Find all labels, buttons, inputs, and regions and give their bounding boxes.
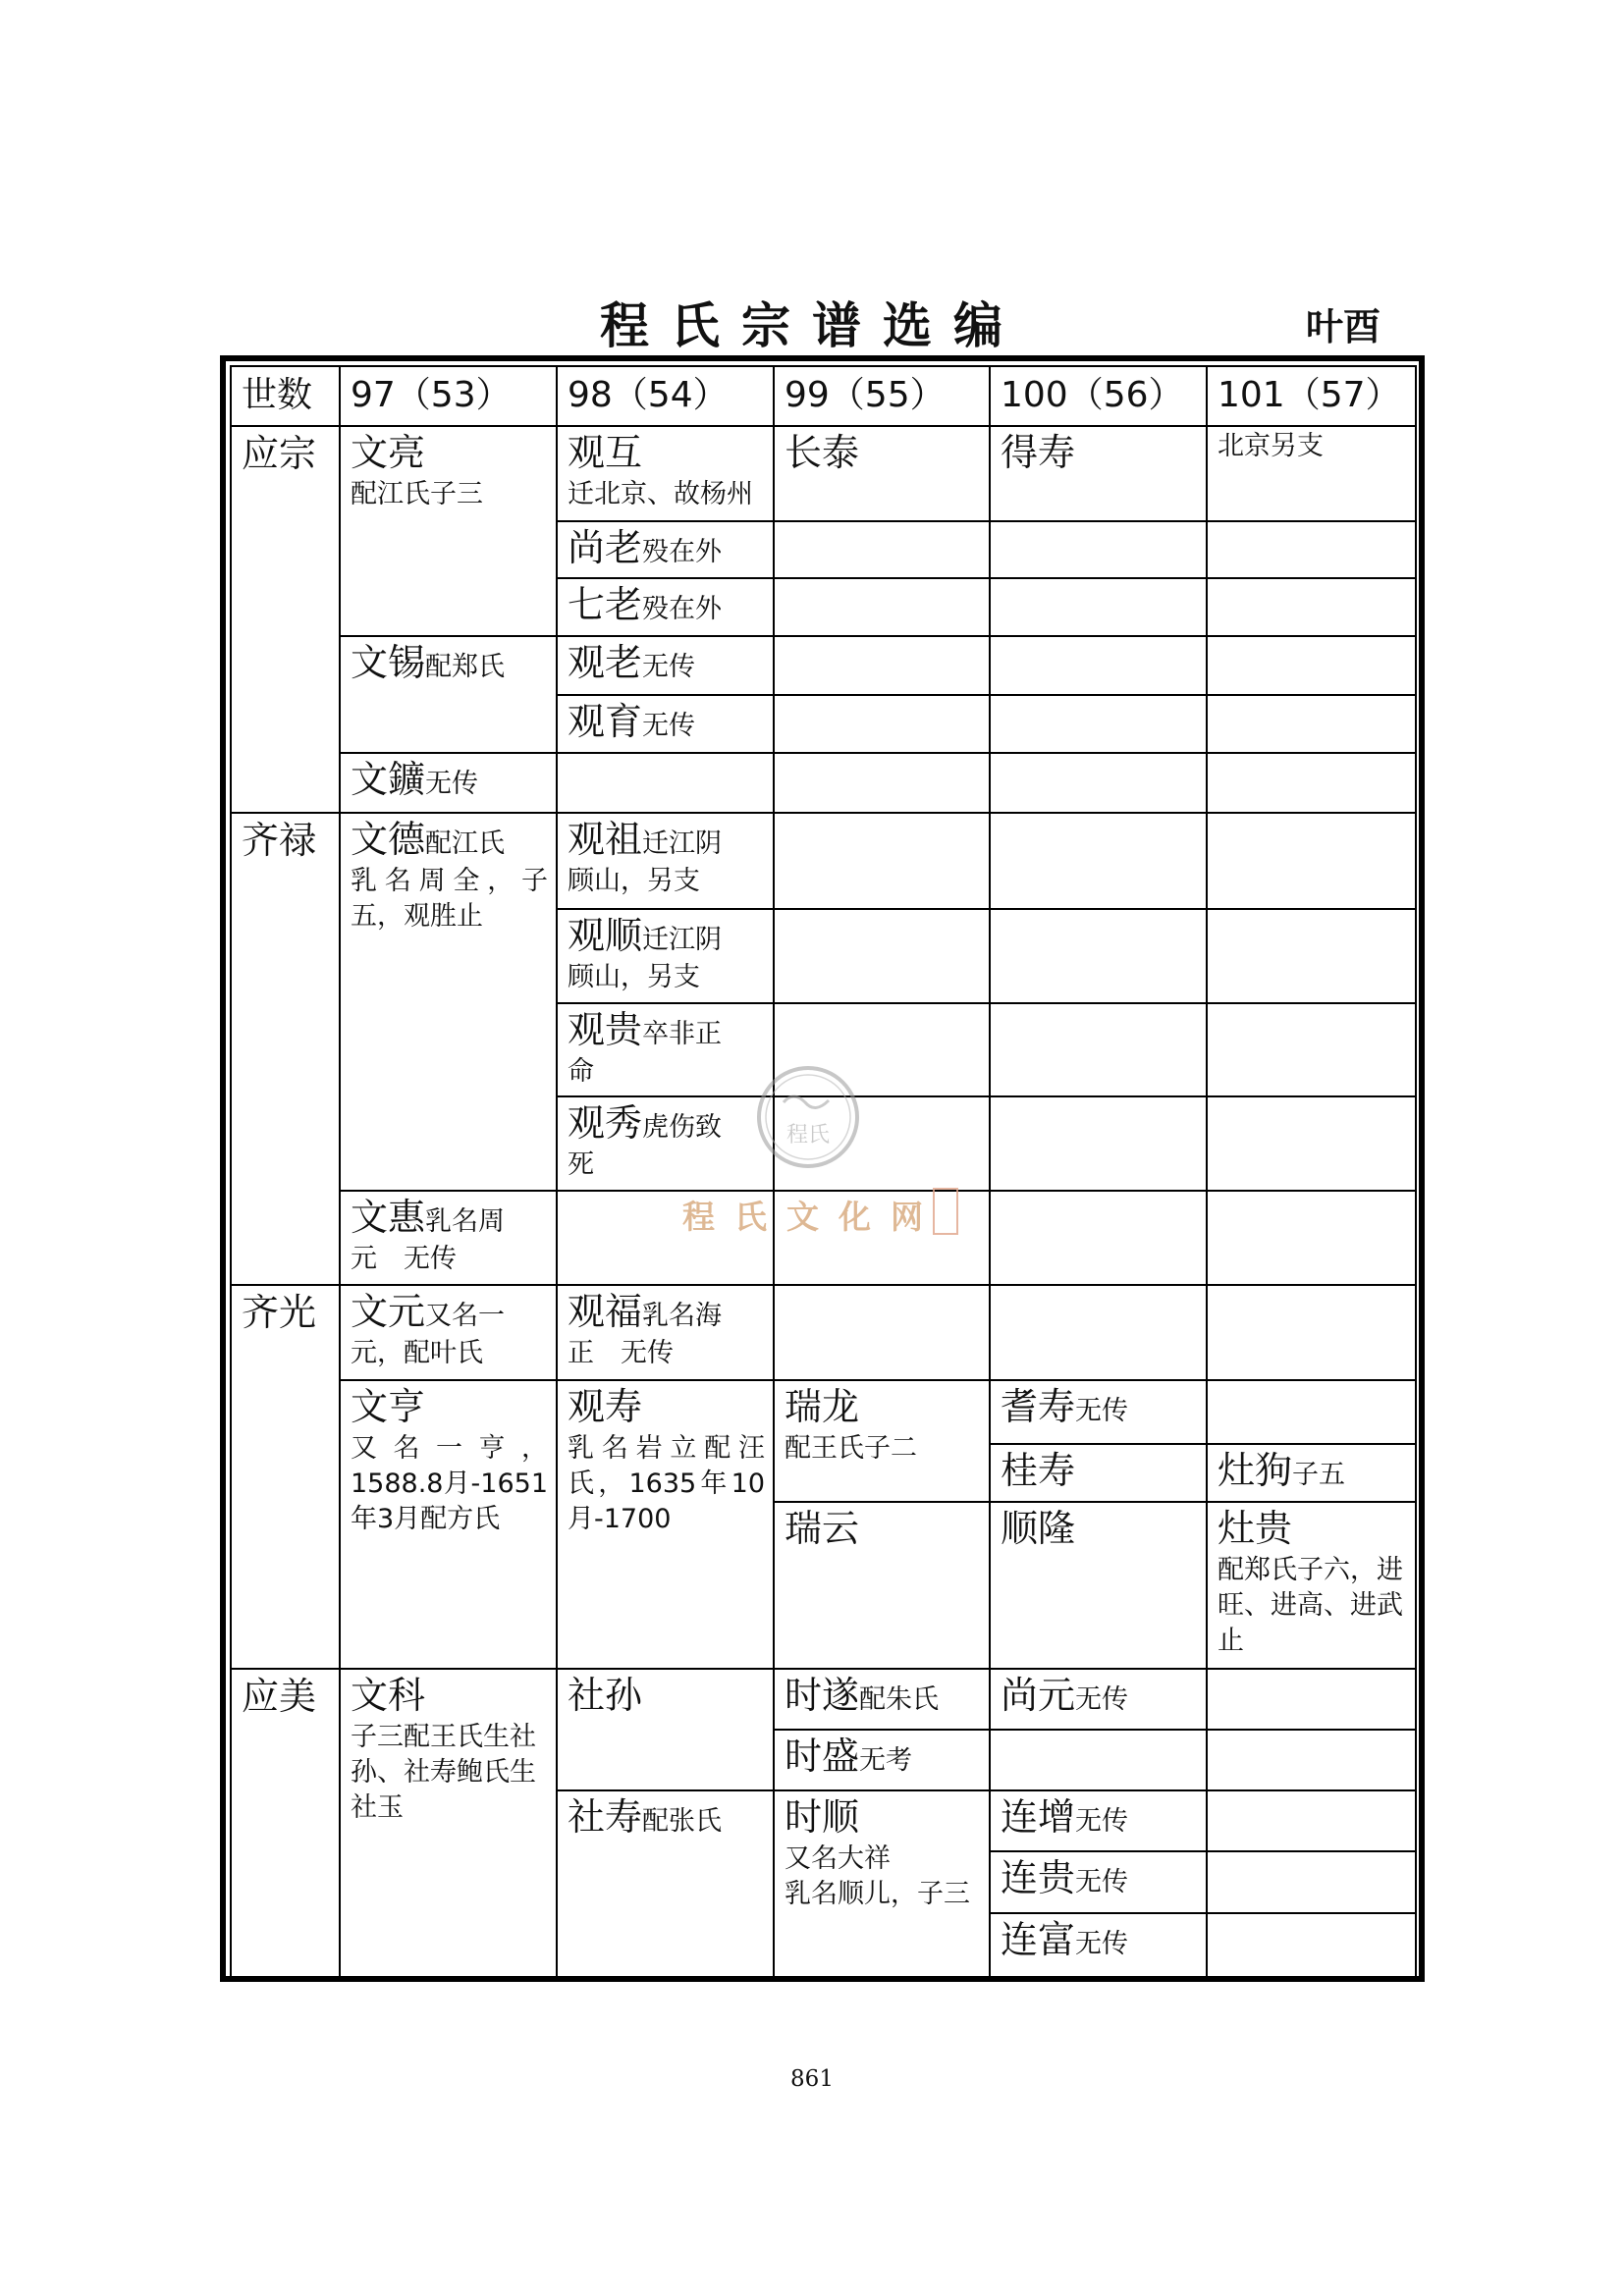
empty-cell	[990, 909, 1207, 1003]
empty-cell	[990, 636, 1207, 695]
empty-cell	[1207, 636, 1416, 695]
empty-cell	[990, 1285, 1207, 1380]
header-row	[231, 366, 1416, 426]
person-guanlao: 观老无传	[557, 636, 774, 695]
empty-cell	[774, 695, 990, 753]
empty-cell	[1207, 1285, 1416, 1380]
page-title: 程氏宗谱选编	[600, 297, 1024, 354]
header-col-101: 101（57）	[1207, 366, 1416, 426]
empty-cell	[1207, 813, 1416, 909]
person-shangyuan: 尚元无传	[990, 1669, 1207, 1730]
page-number: 861	[790, 2066, 834, 2092]
person-ruiyun: 瑞云	[774, 1502, 990, 1669]
person-qishou: 耆寿无传	[990, 1380, 1207, 1444]
table-row	[231, 1285, 1416, 1380]
generation-qiguang: 齐光	[231, 1285, 340, 1669]
person-liangui: 连贵无传	[990, 1851, 1207, 1913]
person-shishun: 时顺 又名大祥 乳名顺儿，子三	[774, 1790, 990, 1977]
seal-icon	[754, 1063, 862, 1171]
seal-text: 程氏	[785, 1123, 831, 1148]
person-guanshun: 观顺迁江阴 顾山，另支	[557, 909, 774, 1003]
empty-cell	[990, 813, 1207, 909]
header-col-100: 100（56）	[990, 366, 1207, 426]
empty-cell	[1207, 1003, 1416, 1096]
empty-cell	[557, 753, 774, 813]
person-lianfu: 连富无传	[990, 1913, 1207, 1977]
person-guanxiu: 观秀虎伤致 死	[557, 1096, 774, 1191]
table-row	[231, 1380, 1416, 1444]
table-row	[231, 1669, 1416, 1730]
generation-yingzong: 应宗	[231, 426, 340, 813]
empty-cell	[1207, 1191, 1416, 1285]
empty-cell	[774, 578, 990, 636]
empty-cell	[990, 753, 1207, 813]
empty-cell	[774, 909, 990, 1003]
person-wenkuang: 文鑛无传	[340, 753, 557, 813]
person-deshou: 得寿	[990, 426, 1207, 521]
person-guanzu: 观祖迁江阴 顾山，另支	[557, 813, 774, 909]
empty-cell	[990, 1003, 1207, 1096]
person-wenke: 文科 子三配王氏生社孙、社寿鲍氏生社玉	[340, 1669, 557, 1977]
header-gen-label: 世数	[231, 366, 340, 426]
empty-cell	[1207, 1913, 1416, 1977]
person-wenheng: 文亨 又名一亨，1588.8月-1651年3月配方氏	[340, 1380, 557, 1669]
empty-cell	[774, 753, 990, 813]
empty-cell	[1207, 1730, 1416, 1790]
empty-cell	[990, 578, 1207, 636]
branch-label: 叶酉	[1306, 305, 1381, 348]
person-shanglao: 尚老殁在外	[557, 521, 774, 578]
person-changtai: 长泰	[774, 426, 990, 521]
empty-cell	[774, 1285, 990, 1380]
table-row	[231, 426, 1416, 521]
empty-cell	[774, 636, 990, 695]
person-shesun: 社孙	[557, 1669, 774, 1790]
person-wenyuan: 文元又名一 元，配叶氏	[340, 1285, 557, 1380]
empty-cell	[1207, 909, 1416, 1003]
note-beijing: 北京另支	[1207, 426, 1416, 521]
person-lianzeng: 连增无传	[990, 1790, 1207, 1851]
empty-cell	[1207, 753, 1416, 813]
genealogy-table	[230, 365, 1417, 1978]
person-zaogui: 灶贵 配郑氏子六，进旺、进高、进武止	[1207, 1502, 1416, 1669]
empty-cell	[990, 521, 1207, 578]
person-wenhui: 文惠乳名周 元 无传	[340, 1191, 557, 1285]
person-shisui: 时遂配朱氏	[774, 1669, 990, 1730]
empty-cell	[1207, 1096, 1416, 1191]
table-row	[231, 813, 1416, 909]
person-guanfu: 观福乳名海 正 无传	[557, 1285, 774, 1380]
empty-cell	[990, 695, 1207, 753]
empty-cell	[990, 1730, 1207, 1790]
empty-cell	[1207, 1851, 1416, 1913]
empty-cell	[990, 1191, 1207, 1285]
empty-cell	[1207, 1380, 1416, 1444]
empty-cell	[1207, 1790, 1416, 1851]
generation-qilu: 齐禄	[231, 813, 340, 1285]
empty-cell	[1207, 578, 1416, 636]
person-wende: 文德配江氏 乳名周全，子五，观胜止	[340, 813, 557, 1191]
person-shisheng: 时盛无考	[774, 1730, 990, 1790]
person-shunlong: 顺隆	[990, 1502, 1207, 1669]
table-row	[231, 636, 1416, 695]
person-guanhu: 观互 迁北京、故杨州	[557, 426, 774, 521]
empty-cell	[990, 1096, 1207, 1191]
person-guishou: 桂寿	[990, 1444, 1207, 1502]
person-guanshou: 观寿 乳名岩立配汪氏，1635年10月-1700	[557, 1380, 774, 1669]
person-guanyu: 观育无传	[557, 695, 774, 753]
person-guangui: 观贵卒非正 命	[557, 1003, 774, 1096]
person-wenliang: 文亮 配江氏子三	[340, 426, 557, 636]
empty-cell	[774, 813, 990, 909]
person-wenxi: 文锡配郑氏	[340, 636, 557, 753]
empty-cell	[1207, 521, 1416, 578]
person-sheshou: 社寿配张氏	[557, 1790, 774, 1977]
watermark-stamp-icon	[933, 1188, 958, 1235]
table-row	[231, 753, 1416, 813]
header-col-97: 97（53）	[340, 366, 557, 426]
person-ruilong: 瑞龙 配王氏子二	[774, 1380, 990, 1502]
header-col-99: 99（55）	[774, 366, 990, 426]
empty-cell	[774, 521, 990, 578]
empty-cell	[1207, 1669, 1416, 1730]
generation-yingmei: 应美	[231, 1669, 340, 1977]
header-col-98: 98（54）	[557, 366, 774, 426]
empty-cell	[1207, 695, 1416, 753]
person-zaogou: 灶狗子五	[1207, 1444, 1416, 1502]
watermark: 程氏文化网	[682, 1198, 943, 1236]
person-qilao: 七老殁在外	[557, 578, 774, 636]
